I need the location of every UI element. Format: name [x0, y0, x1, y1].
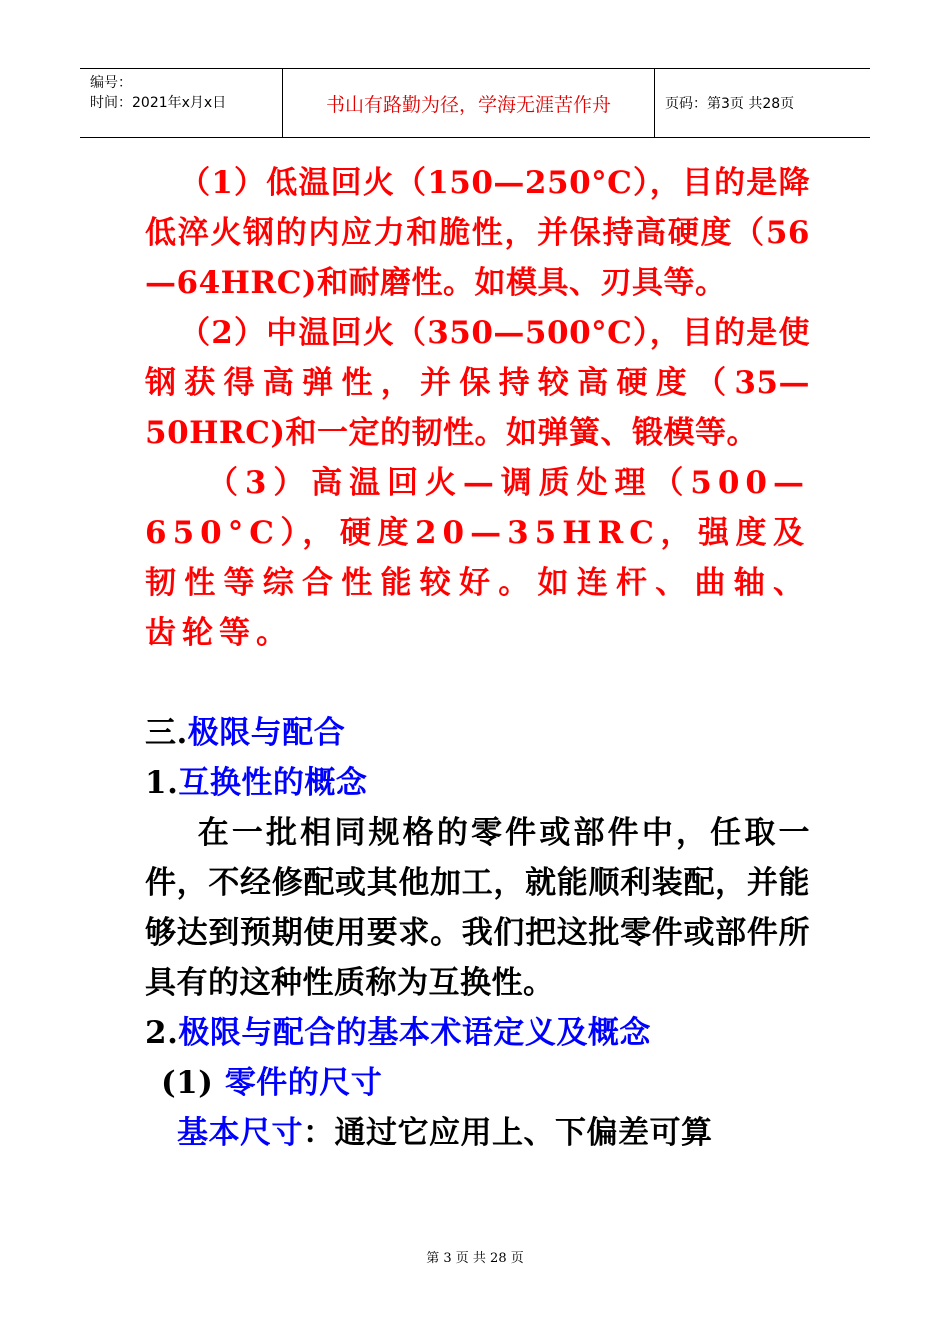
header-page-info: 页码：第3页 共28页 — [665, 96, 795, 112]
section-heading-limits-fits — [145, 708, 810, 758]
document-number-label: 编号： — [90, 75, 132, 91]
paragraph-mid-temp-tempering: （2）中温回火（350—500°C），目的是使钢获得高弹性，并保持较高硬度（35—50HRC)和一定的韧性。如弹簧、锻模等。 — [145, 315, 810, 451]
paragraph-basic-size — [145, 1108, 810, 1158]
header-meta — [80, 69, 282, 137]
paragraph-high-temp-tempering: （3）高温回火—调质处理（500—650°C），硬度20—35HRC，强度及韧性等综合性能较好。如连杆、曲轴、齿轮等。 — [145, 465, 810, 651]
subheading-number: 1. — [145, 765, 179, 801]
document-body — [145, 158, 810, 1158]
subheading-title: 互换性的概念 — [178, 765, 368, 801]
paragraph-interchangeability-definition: 在一批相同规格的零件或部件中，任取一件，不经修配或其他加工，就能顺利装配，并能够达到预期使用要求。我们把这批零件或部件所具有的这种性质称为互换性。 — [145, 815, 810, 1001]
document-time-label: 时间：2021年x月x日 — [90, 95, 227, 111]
section-number: 三. — [145, 715, 188, 751]
header-motto: 书山有路勤为径，学海无涯苦作舟 — [282, 69, 655, 137]
section-title: 极限与配合 — [187, 715, 346, 751]
item-part-dimensions — [145, 1058, 810, 1108]
term-definition: ：通过它应用上、下偏差可算 — [303, 1115, 713, 1151]
page-footer: 第 3 页 共 28 页 — [426, 1251, 524, 1266]
item-title: 零件的尺寸 — [224, 1065, 383, 1101]
blank-line — [145, 658, 810, 708]
term-label: 基本尺寸 — [177, 1115, 303, 1151]
subheading-number: 2. — [145, 1015, 179, 1051]
paragraph-low-temp-tempering: （1）低温回火（150—250°C），目的是降低淬火钢的内应力和脆性，并保持高硬度（56—64HRC)和耐磨性。如模具、刃具等。 — [145, 165, 810, 301]
item-number: (1) — [161, 1065, 225, 1101]
page-header — [80, 68, 870, 138]
subheading-basic-terms — [145, 1008, 810, 1058]
subheading-title: 极限与配合的基本术语定义及概念 — [178, 1015, 651, 1051]
subheading-interchangeability — [145, 758, 810, 808]
